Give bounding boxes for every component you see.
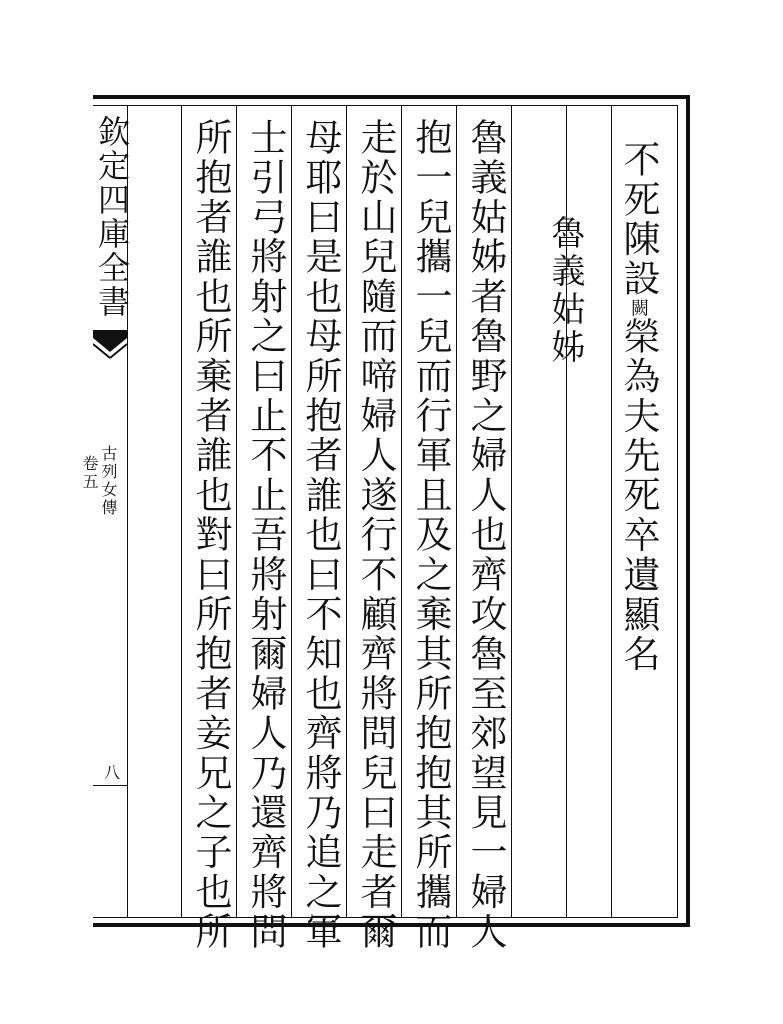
section-name: 古列女傳 — [99, 445, 118, 517]
text-column-1 — [618, 140, 658, 674]
fishtail-mark-icon — [93, 330, 127, 370]
chapter-heading: 魯義姑姊 — [545, 215, 585, 367]
column-text: 走於山兒隨而啼婦人遂行不顧齊將問兒曰走者爾 — [354, 118, 397, 952]
volume-number: 卷五 — [80, 455, 99, 491]
text-column-6 — [300, 118, 340, 952]
book-title: 欽定四庫全書 — [93, 115, 131, 319]
column-rule — [181, 105, 182, 917]
text-column-2 — [545, 215, 585, 367]
column-rule — [401, 105, 402, 917]
section-title — [99, 445, 117, 517]
text-column-3 — [465, 118, 505, 952]
text-column-7 — [245, 118, 285, 952]
column-text: 母耶曰是也母所抱者誰也曰不知也齊將乃追之軍 — [299, 118, 342, 952]
page-number: 八 — [104, 763, 121, 782]
column-rule — [291, 105, 292, 917]
column-text: 不死陳設 — [617, 140, 660, 299]
column-text: 抱一兒攜一兒而行軍且及之棄其所抱抱其所攜而 — [409, 118, 452, 952]
column-rule — [511, 105, 512, 917]
column-text: 所抱者誰也所棄者誰也對曰所抱者妾兄之子也所 — [189, 118, 232, 952]
page-number-rule — [93, 785, 127, 786]
column-rule — [611, 105, 612, 917]
text-column-5 — [355, 118, 395, 952]
volume-label — [80, 455, 98, 491]
text-column-8 — [190, 118, 230, 952]
column-rule — [456, 105, 457, 917]
text-column-4 — [410, 118, 450, 952]
column-text: 魯義姑姊者魯野之婦人也齊攻魯至郊望見一婦人 — [464, 118, 507, 952]
column-text: 士引弓將射之曰止不止吾將射爾婦人乃還齊將問 — [244, 118, 287, 952]
lacuna-note: 闕 — [628, 298, 649, 317]
column-text-continued: 榮為夫先死卒遺顯名 — [617, 316, 660, 675]
column-rule — [346, 105, 347, 917]
column-rule — [236, 105, 237, 917]
